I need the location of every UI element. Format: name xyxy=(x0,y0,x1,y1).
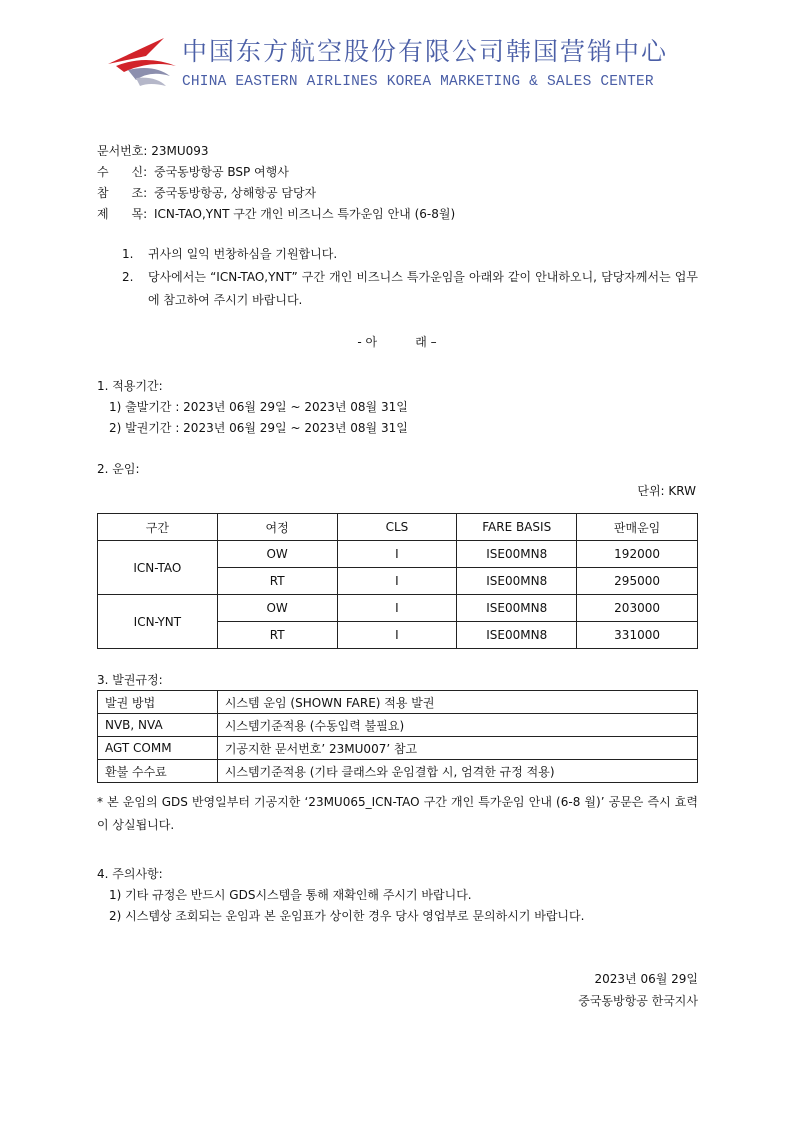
fare-heading: 2. 운임: xyxy=(97,462,140,476)
cls-cell: I xyxy=(337,595,457,622)
caution-line: 1) 기타 규정은 반드시 GDS시스템을 통해 재확인해 주시기 바랍니다. xyxy=(109,888,472,902)
intro-item-text: 귀사의 일익 번창하심을 기원합니다. xyxy=(148,247,338,261)
fare-cell: 331000 xyxy=(577,622,698,649)
table-row xyxy=(98,691,698,714)
cc-label: 참 조: xyxy=(97,186,148,200)
doc-number: 문서번호: 23MU093 xyxy=(97,144,209,158)
caution-section xyxy=(97,864,584,927)
fare-table xyxy=(97,513,698,649)
rule-key: NVB, NVA xyxy=(98,714,218,737)
rule-value: 시스템기준적용 (수동입력 불필요) xyxy=(217,714,697,737)
intro-item-number: 1. xyxy=(122,247,134,261)
intro-item-number: 2. xyxy=(122,270,134,284)
caution-line: 2) 시스템상 조회되는 운임과 본 운임표가 상이한 경우 당사 영업부로 문의하시기 바랍니다. xyxy=(109,909,585,923)
china-eastern-swallow-logo-icon xyxy=(106,36,178,88)
letterhead xyxy=(100,30,700,100)
subject-label: 제 목: xyxy=(97,207,148,221)
fare-unit: 단위: KRW xyxy=(637,484,696,498)
cc-value: 중국동방항공, 상해항공 담당자 xyxy=(154,186,317,200)
table-row xyxy=(98,595,698,622)
trip-cell: RT xyxy=(217,622,337,649)
period-line: 1) 출발기간 : 2023년 06월 29일 ~ 2023년 08월 31일 xyxy=(109,400,408,414)
rules-heading: 3. 발권규정: xyxy=(97,673,163,687)
intro-item xyxy=(122,243,698,266)
fare-cell: 203000 xyxy=(577,595,698,622)
rule-key: 발권 방법 xyxy=(98,691,218,714)
table-row xyxy=(98,760,698,783)
period-section xyxy=(97,376,408,439)
recipient-label: 수 신: xyxy=(97,165,148,179)
rules-table xyxy=(97,690,698,783)
table-row xyxy=(98,714,698,737)
rule-key: AGT COMM xyxy=(98,737,218,760)
trip-cell: RT xyxy=(217,568,337,595)
company-name-cn: 中国东方航空股份有限公司韩国营销中心 xyxy=(182,37,669,66)
table-row xyxy=(98,541,698,568)
sign-date: 2023년 06월 29일 xyxy=(594,972,698,986)
trip-cell: OW xyxy=(217,595,337,622)
intro-item xyxy=(122,266,698,312)
col-header-cls: CLS xyxy=(337,514,457,541)
period-heading: 1. 적용기간: xyxy=(97,379,163,393)
col-header-route: 구간 xyxy=(98,514,218,541)
route-cell: ICN-YNT xyxy=(98,595,218,649)
rule-value: 기공지한 문서번호’ 23MU007’ 참고 xyxy=(217,737,697,760)
fare-cell: 192000 xyxy=(577,541,698,568)
caution-heading: 4. 주의사항: xyxy=(97,867,163,881)
cls-cell: I xyxy=(337,568,457,595)
trip-cell: OW xyxy=(217,541,337,568)
recipient-value: 중국동방항공 BSP 여행사 xyxy=(154,165,289,179)
subject-row xyxy=(97,204,455,225)
fare-cell: 295000 xyxy=(577,568,698,595)
rule-value: 시스템기준적용 (기타 클래스와 운임결합 시, 엄격한 규정 적용) xyxy=(217,760,697,783)
basis-cell: ISE00MN8 xyxy=(457,595,577,622)
basis-cell: ISE00MN8 xyxy=(457,622,577,649)
route-cell: ICN-TAO xyxy=(98,541,218,595)
rule-key: 환불 수수료 xyxy=(98,760,218,783)
rules-note: * 본 운임의 GDS 반영일부터 기공지한 ‘23MU065_ICN-TAO 구간 개인 특가운임 안내 (6-8 월)’ 공문은 즉시 효력이 상실됩니다. xyxy=(97,795,698,832)
col-header-fare: 판매운임 xyxy=(577,514,698,541)
cls-cell: I xyxy=(337,541,457,568)
basis-cell: ISE00MN8 xyxy=(457,568,577,595)
intro-item-text: 당사에서는 “ICN-TAO,YNT” 구간 개인 비즈니스 특가운임을 아래와 같이 안내하오니, 담당자께서는 업무에 참고하여 주시기 바랍니다. xyxy=(148,270,698,307)
document-meta xyxy=(97,141,455,225)
cc-row xyxy=(97,183,455,204)
signature-block xyxy=(578,968,698,1012)
col-header-basis: FARE BASIS xyxy=(457,514,577,541)
period-line: 2) 발권기간 : 2023년 06월 29일 ~ 2023년 08월 31일 xyxy=(109,421,408,435)
intro-list xyxy=(122,243,698,312)
recipient-row xyxy=(97,162,455,183)
rule-value: 시스템 운임 (SHOWN FARE) 적용 발권 xyxy=(217,691,697,714)
col-header-trip: 여정 xyxy=(217,514,337,541)
table-row xyxy=(98,737,698,760)
sign-org: 중국동방항공 한국지사 xyxy=(578,994,698,1008)
cls-cell: I xyxy=(337,622,457,649)
basis-cell: ISE00MN8 xyxy=(457,541,577,568)
subject-value: ICN-TAO,YNT 구간 개인 비즈니스 특가운임 안내 (6-8월) xyxy=(154,207,456,221)
fare-table-header xyxy=(98,514,698,541)
company-name-en: CHINA EASTERN AIRLINES KOREA MARKETING & SALES CENTER xyxy=(182,74,654,90)
divider-heading: - 아 래 – xyxy=(357,335,437,349)
